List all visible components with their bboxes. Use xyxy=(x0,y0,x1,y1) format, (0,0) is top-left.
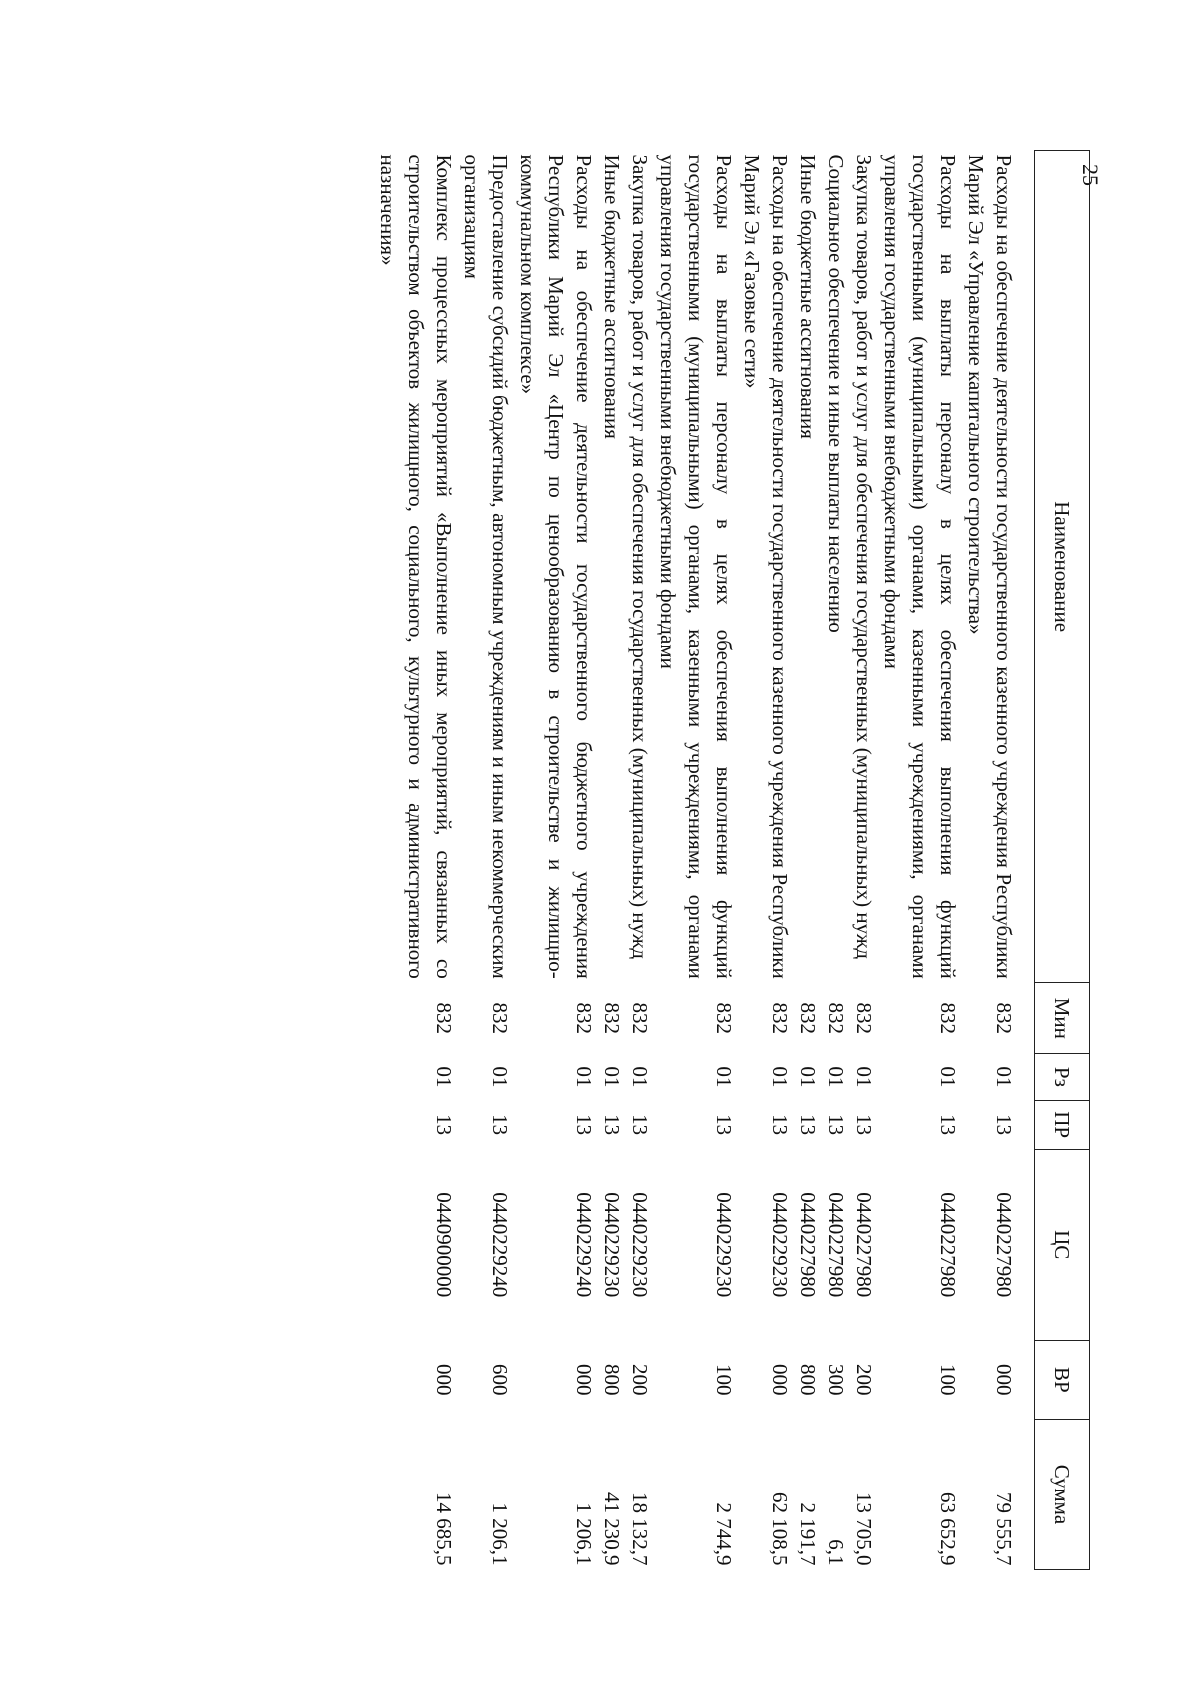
cell-cs: 0440229230 xyxy=(600,1192,624,1298)
header-sum: Сумма xyxy=(1035,1419,1090,1569)
header-rz: Рз xyxy=(1035,1054,1090,1100)
cell-rz: 01 xyxy=(768,1066,792,1088)
cell-name: Закупка товаров, работ и услуг для обеспечения государственных (муниципальных) нужд xyxy=(628,154,652,960)
table-row xyxy=(514,151,598,1570)
cell-min: 832 xyxy=(628,1002,652,1035)
table-row xyxy=(626,151,654,1570)
cell-vr: 000 xyxy=(768,1364,792,1396)
cell-min: 832 xyxy=(796,1002,820,1035)
cell-min: 832 xyxy=(712,1002,736,1035)
cell-rz: 01 xyxy=(796,1066,820,1088)
cell-name: Расходы на выплаты персоналу в целях обеспечения выполнения функций государственными (муниципальными) органами, казенными учреждениями, органами управления государственными внебюджетными фондами xyxy=(656,154,736,979)
table-row xyxy=(878,151,962,1570)
cell-sum: 1 206,1 xyxy=(572,1502,596,1566)
cell-pr: 13 xyxy=(936,1114,960,1136)
cell-vr: 000 xyxy=(572,1364,596,1396)
header-cs: ЦС xyxy=(1035,1149,1090,1340)
cell-cs: 0440227980 xyxy=(992,1192,1016,1298)
cell-vr: 800 xyxy=(796,1364,820,1396)
cell-rz: 01 xyxy=(600,1066,624,1088)
cell-sum: 18 132,7 xyxy=(628,1492,652,1566)
cell-vr: 000 xyxy=(432,1364,456,1396)
cell-min: 832 xyxy=(600,1002,624,1035)
header-name: Наименование xyxy=(1035,151,1090,983)
cell-cs: 0440229240 xyxy=(572,1192,596,1298)
cell-sum: 13 705,0 xyxy=(852,1492,876,1566)
cell-vr: 100 xyxy=(712,1364,736,1396)
cell-pr: 13 xyxy=(488,1114,512,1136)
cell-cs: 0440229230 xyxy=(768,1192,792,1298)
cell-cs: 0440227980 xyxy=(824,1192,848,1298)
page-number: 25 xyxy=(1078,164,1103,186)
rotated-table-frame xyxy=(110,150,1090,1570)
cell-sum: 2 744,9 xyxy=(712,1502,736,1566)
cell-name: Расходы на обеспечение деятельности государственного бюджетного учреждения Республики Марий Эл «Центр по ценообразованию в строительстве и жилищно-коммунальном комплексе» xyxy=(516,154,596,979)
cell-min: 832 xyxy=(852,1002,876,1035)
table-body xyxy=(374,151,1035,1570)
cell-name: Закупка товаров, работ и услуг для обеспечения государственных (муниципальных) нужд xyxy=(852,154,876,960)
header-vr: ВР xyxy=(1035,1340,1090,1419)
table-row xyxy=(794,151,822,1570)
table-row xyxy=(962,151,1035,1570)
cell-min: 832 xyxy=(824,1002,848,1035)
table-row xyxy=(654,151,738,1570)
table-row xyxy=(738,151,794,1570)
cell-rz: 01 xyxy=(488,1066,512,1088)
table-row xyxy=(458,151,514,1570)
cell-rz: 01 xyxy=(572,1066,596,1088)
cell-vr: 300 xyxy=(824,1364,848,1396)
cell-min: 832 xyxy=(432,1002,456,1035)
cell-rz: 01 xyxy=(432,1066,456,1088)
table-header xyxy=(1035,151,1090,1570)
cell-pr: 13 xyxy=(572,1114,596,1136)
cell-pr: 13 xyxy=(992,1114,1016,1136)
cell-pr: 13 xyxy=(852,1114,876,1136)
cell-rz: 01 xyxy=(936,1066,960,1088)
cell-name: Расходы на выплаты персоналу в целях обеспечения выполнения функций государственными (муниципальными) органами, казенными учреждениями, органами управления государственными внебюджетными фондами xyxy=(880,154,960,979)
cell-min: 832 xyxy=(768,1002,792,1035)
cell-pr: 13 xyxy=(712,1114,736,1136)
cell-min: 832 xyxy=(936,1002,960,1035)
cell-sum: 6,1 xyxy=(824,1539,848,1566)
cell-rz: 01 xyxy=(712,1066,736,1088)
cell-rz: 01 xyxy=(852,1066,876,1088)
cell-min: 832 xyxy=(992,1002,1016,1035)
table-row xyxy=(598,151,626,1570)
header-row xyxy=(1035,151,1090,1570)
cell-vr: 000 xyxy=(992,1364,1016,1396)
cell-pr: 13 xyxy=(600,1114,624,1136)
cell-sum: 79 555,7 xyxy=(992,1492,1016,1566)
cell-min: 832 xyxy=(488,1002,512,1035)
cell-pr: 13 xyxy=(796,1114,820,1136)
cell-cs: 0440900000 xyxy=(432,1192,456,1298)
cell-rz: 01 xyxy=(992,1066,1016,1088)
cell-min: 832 xyxy=(572,1002,596,1035)
cell-sum: 62 108,5 xyxy=(768,1492,792,1566)
cell-pr: 13 xyxy=(768,1114,792,1136)
table-row xyxy=(850,151,878,1570)
cell-name: Комплекс процессных мероприятий «Выполнение иных мероприятий, связанных со строительством объектов жилищного, социального, культурного и административного назначения» xyxy=(376,154,456,979)
cell-vr: 200 xyxy=(628,1364,652,1396)
cell-cs: 0440227980 xyxy=(796,1192,820,1298)
cell-vr: 100 xyxy=(936,1364,960,1396)
table-row xyxy=(374,151,458,1570)
cell-sum: 63 652,9 xyxy=(936,1492,960,1566)
cell-cs: 0440229230 xyxy=(712,1192,736,1298)
cell-cs: 0440227980 xyxy=(852,1192,876,1298)
cell-vr: 200 xyxy=(852,1364,876,1396)
cell-sum: 14 685,5 xyxy=(432,1492,456,1566)
header-pr: ПР xyxy=(1035,1100,1090,1149)
cell-rz: 01 xyxy=(824,1066,848,1088)
cell-name: Расходы на обеспечение деятельности государственного казенного учреждения Республики Марий Эл «Управление капитального строительства» xyxy=(964,154,1016,979)
cell-sum: 2 191,7 xyxy=(796,1502,820,1566)
cell-name: Иные бюджетные ассигнования xyxy=(796,154,820,439)
cell-sum: 1 206,1 xyxy=(488,1502,512,1566)
cell-cs: 0440227980 xyxy=(936,1192,960,1298)
cell-name: Иные бюджетные ассигнования xyxy=(600,154,624,439)
cell-pr: 13 xyxy=(628,1114,652,1136)
cell-pr: 13 xyxy=(432,1114,456,1136)
table-row xyxy=(822,151,850,1570)
cell-vr: 800 xyxy=(600,1364,624,1396)
cell-name: Расходы на обеспечение деятельности государственного казенного учреждения Республики Марий Эл «Газовые сети» xyxy=(740,154,792,979)
cell-vr: 600 xyxy=(488,1364,512,1396)
cell-cs: 0440229230 xyxy=(628,1192,652,1298)
budget-table xyxy=(374,150,1090,1570)
cell-pr: 13 xyxy=(824,1114,848,1136)
cell-sum: 41 230,9 xyxy=(600,1492,624,1566)
cell-name: Предоставление субсидий бюджетным, автономным учреждениям и иным некоммерческим организациям xyxy=(460,154,512,979)
cell-rz: 01 xyxy=(628,1066,652,1088)
cell-cs: 0440229240 xyxy=(488,1192,512,1298)
cell-name: Социальное обеспечение и иные выплаты населению xyxy=(824,154,848,633)
header-min: Мин xyxy=(1035,983,1090,1054)
